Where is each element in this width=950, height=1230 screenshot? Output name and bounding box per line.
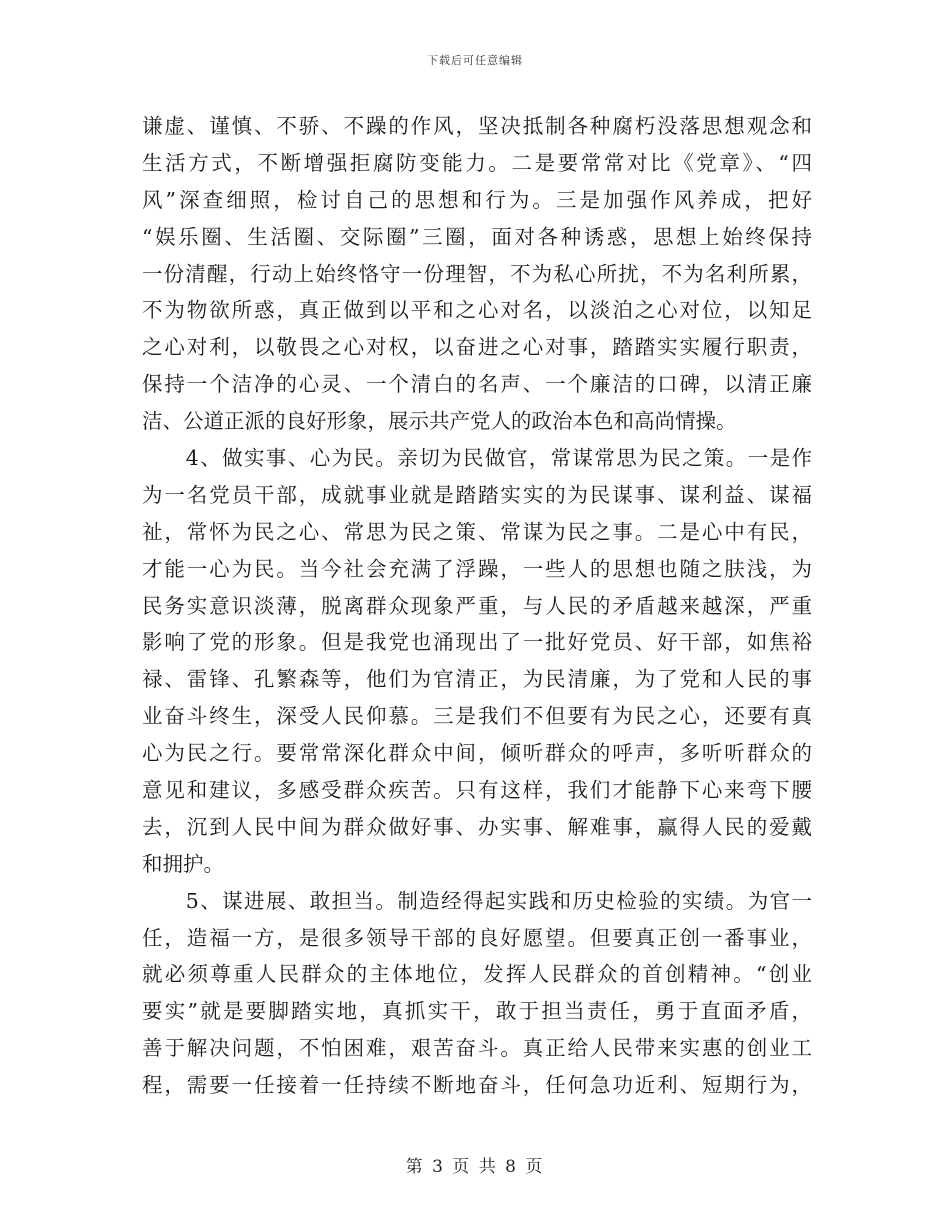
document-body [142, 108, 812, 1104]
text-line: 心为民之行。要常常深化群众中间，倾听群众的呼声，多听听群众的 [142, 741, 812, 766]
text-line: 程，需要一任接着一任持续不断地奋斗，任何急功近利、短期行为， [142, 1073, 812, 1098]
text-line: 要实”就是要脚踏实地，真抓实干，敢于担当责任，勇于直面矛盾， [142, 999, 812, 1024]
text-line: 祉，常怀为民之心、常思为民之策、常谋为民之事。二是心中有民， [142, 519, 812, 544]
text-line: 业奋斗终生，深受人民仰慕。三是我们不但要有为民之心，还要有真 [142, 704, 812, 729]
text-line: 风”深查细照，检讨自己的思想和行为。三是加强作风养成，把好 [142, 187, 812, 212]
text-line: 不为物欲所惑，真正做到以平和之心对名，以淡泊之心对位，以知足 [142, 298, 812, 323]
text-line: 去，沉到人民中间为群众做好事、办实事、解难事，赢得人民的爱戴 [142, 814, 812, 839]
text-line: 4、做实事、心为民。亲切为民做官，常谋常思为民之策。一是作 [142, 446, 812, 471]
text-line: 洁、公道正派的良好形象，展示共产党人的政治本色和高尚情操。 [142, 409, 737, 434]
text-line: 之心对利，以敬畏之心对权，以奋进之心对事，踏踏实实履行职责， [142, 335, 812, 360]
text-line: 为一名党员干部，成就事业就是踏踏实实的为民谋事、谋利益、谋福 [142, 482, 812, 507]
text-line: 5、谋进展、敢担当。制造经得起实践和历史检验的实绩。为官一 [142, 888, 812, 913]
page-number-footer: 第 3 页 共 8 页 [405, 1157, 545, 1177]
text-line: 一份清醒，行动上始终恪守一份理智，不为私心所扰，不为名利所累， [142, 261, 812, 286]
text-line: 和拥护。 [142, 851, 224, 876]
text-line: 生活方式，不断增强拒腐防变能力。二是要常常对比《党章》、“四 [142, 150, 812, 175]
text-line: 善于解决问题，不怕困难，艰苦奋斗。真正给人民带来实惠的创业工 [142, 1036, 812, 1061]
text-line: 禄、雷锋、孔繁森等，他们为官清正，为民清廉，为了党和人民的事 [142, 667, 812, 692]
text-line: 保持一个洁净的心灵、一个清白的名声、一个廉洁的口碑，以清正廉 [142, 372, 812, 397]
text-line: “娱乐圈、生活圈、交际圈”三圈，面对各种诱惑，思想上始终保持 [142, 224, 812, 249]
text-line: 才能一心为民。当今社会充满了浮躁，一些人的思想也随之肤浅，为 [142, 556, 812, 581]
text-line: 就必须尊重人民群众的主体地位，发挥人民群众的首创精神。“创业 [142, 962, 812, 987]
text-line: 意见和建议，多感受群众疾苦。只有这样，我们才能静下心来弯下腰 [142, 778, 812, 803]
text-line: 影响了党的形象。但是我党也涌现出了一批好党员、好干部，如焦裕 [142, 630, 812, 655]
text-line: 任，造福一方，是很多领导干部的良好愿望。但要真正创一番事业， [142, 925, 812, 950]
page-header: 下载后可任意编辑 [427, 54, 523, 67]
text-line: 谦虚、谨慎、不骄、不躁的作风，坚决抵制各种腐朽没落思想观念和 [142, 114, 812, 138]
text-line: 民务实意识淡薄，脱离群众现象严重，与人民的矛盾越来越深，严重 [142, 593, 812, 618]
